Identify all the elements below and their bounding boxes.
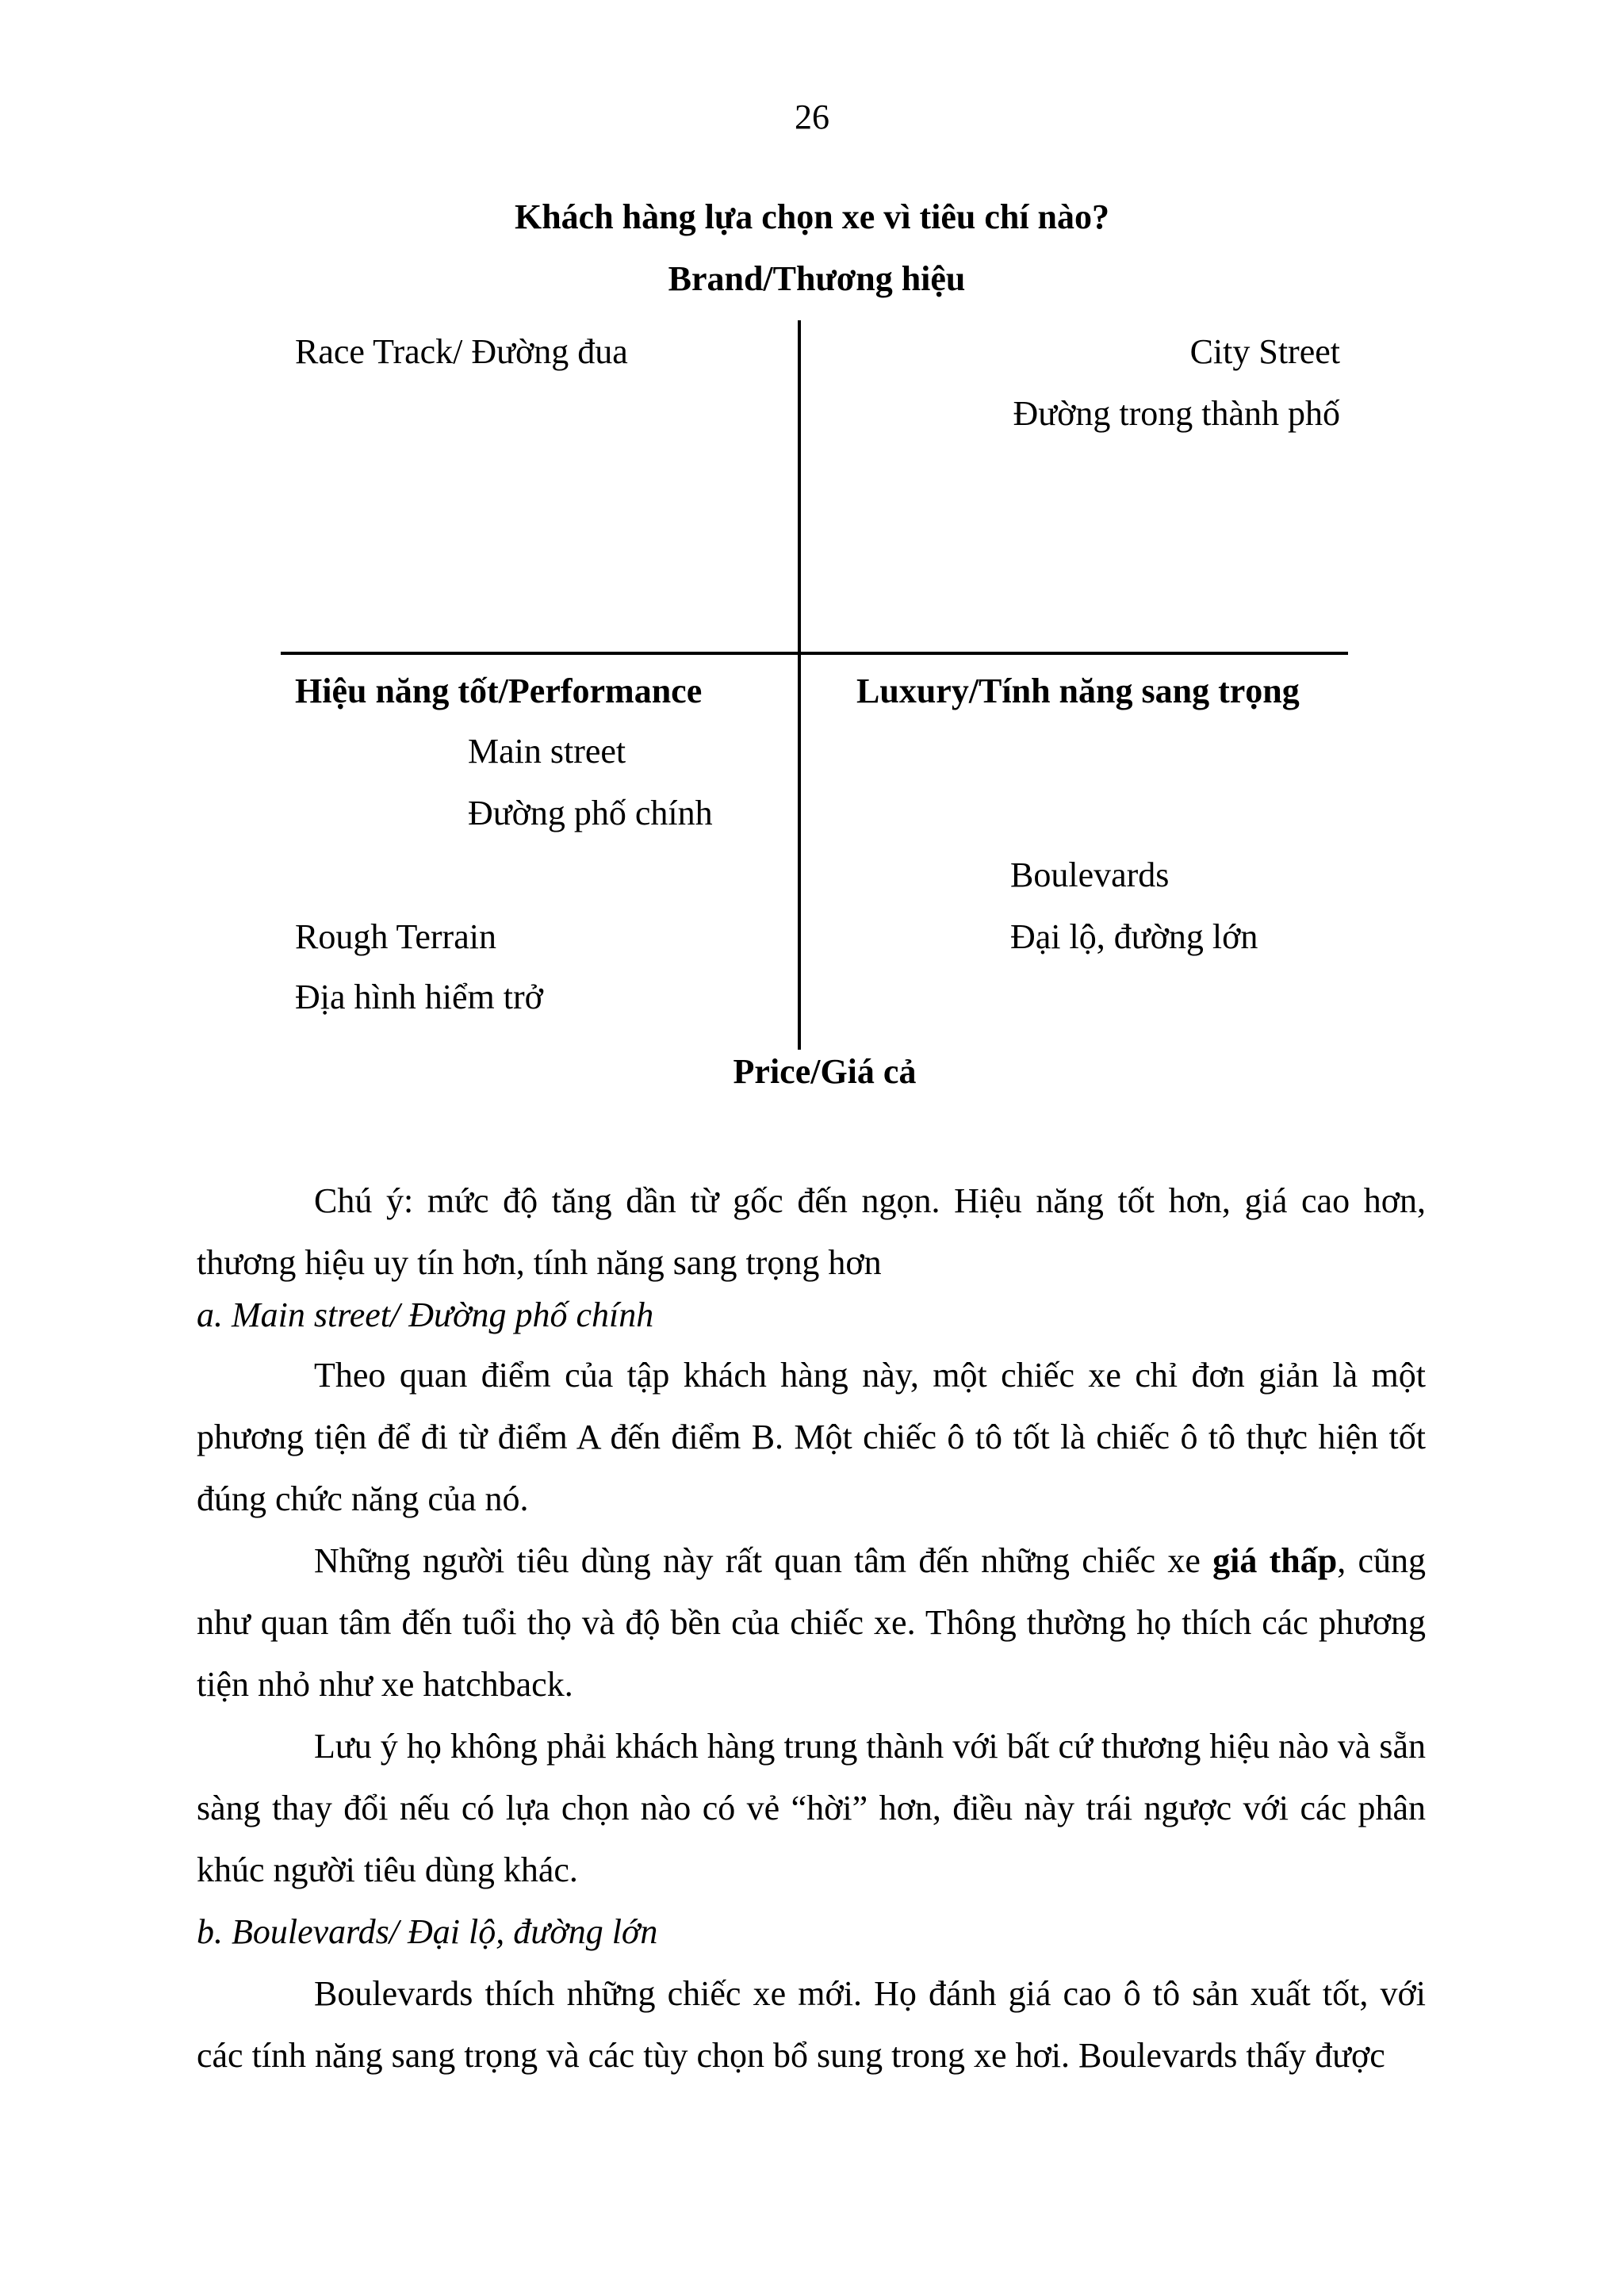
vertical-axis [798,320,801,1050]
quadrant-rough-terrain-en: Rough Terrain [295,917,496,956]
horizontal-axis [281,652,1348,655]
axis-bottom-label: Price/Giá cả [733,1052,917,1091]
note-paragraph [197,1170,1426,1294]
quadrant-main-street-en: Main street [468,732,626,771]
paragraph-text: Những người tiêu dùng này rất quan tâm đến những chiếc xe [314,1541,1213,1580]
page-number: 26 [795,98,829,136]
paragraph-main-street-3 [197,1716,1426,1901]
paragraph-text: Lưu ý họ không phải khách hàng trung thành với bất cứ thương hiệu nào và sẵn sàng thay đổi nếu có lựa chọn nào có vẻ “hời” hơn, điều này trái ngược với các phân khúc người tiêu dùng khác. [197,1727,1426,1889]
quadrant-boulevards-vi: Đại lộ, đường lớn [1010,917,1258,956]
paragraph-text: , cũng như quan tâm đến tuổi thọ và độ bền của chiếc xe. Thông thường họ thích các phương tiện nhỏ như xe hatchback. [197,1541,1427,1704]
paragraph-boulevards-1 [197,1963,1426,2087]
diagram-title: Khách hàng lựa chọn xe vì tiêu chí nào? [514,197,1110,236]
paragraph-text: Theo quan điểm của tập khách hàng này, một chiếc xe chỉ đơn giản là một phương tiện để đi từ điểm A đến điểm B. Một chiếc ô tô tốt là chiếc ô tô thực hiện tốt đúng chức năng của nó. [197,1356,1426,1518]
quadrant-main-street-vi: Đường phố chính [468,794,713,832]
axis-right-label: Luxury/Tính năng sang trọng [856,672,1300,710]
heading-main-street: a. Main street/ Đường phố chính [197,1295,654,1334]
note-text: Chú ý: mức độ tăng dần từ gốc đến ngọn. Hiệu năng tốt hơn, giá cao hơn, thương hiệu uy tín hơn, tính năng sang trọng hơn [197,1181,1426,1282]
paragraph-main-street-1 [197,1345,1426,1530]
paragraph-main-street-2 [197,1530,1426,1716]
quadrant-city-street-en: City Street [1189,332,1340,371]
quadrant-boulevards-en: Boulevards [1010,855,1170,894]
emphasis-low-price: giá thấp [1212,1541,1338,1580]
heading-boulevards: b. Boulevards/ Đại lộ, đường lớn [197,1912,658,1951]
quadrant-race-track: Race Track/ Đường đua [295,332,628,371]
axis-top-label: Brand/Thương hiệu [668,259,966,298]
quadrant-rough-terrain-vi: Địa hình hiểm trở [295,978,543,1016]
paragraph-text: Boulevards thích những chiếc xe mới. Họ đánh giá cao ô tô sản xuất tốt, với các tính năng sang trọng và các tùy chọn bổ sung trong xe hơi. Boulevards thấy được [197,1974,1426,2075]
quadrant-city-street-vi: Đường trong thành phố [1013,394,1340,433]
axis-left-label: Hiệu năng tốt/Performance [295,672,703,710]
